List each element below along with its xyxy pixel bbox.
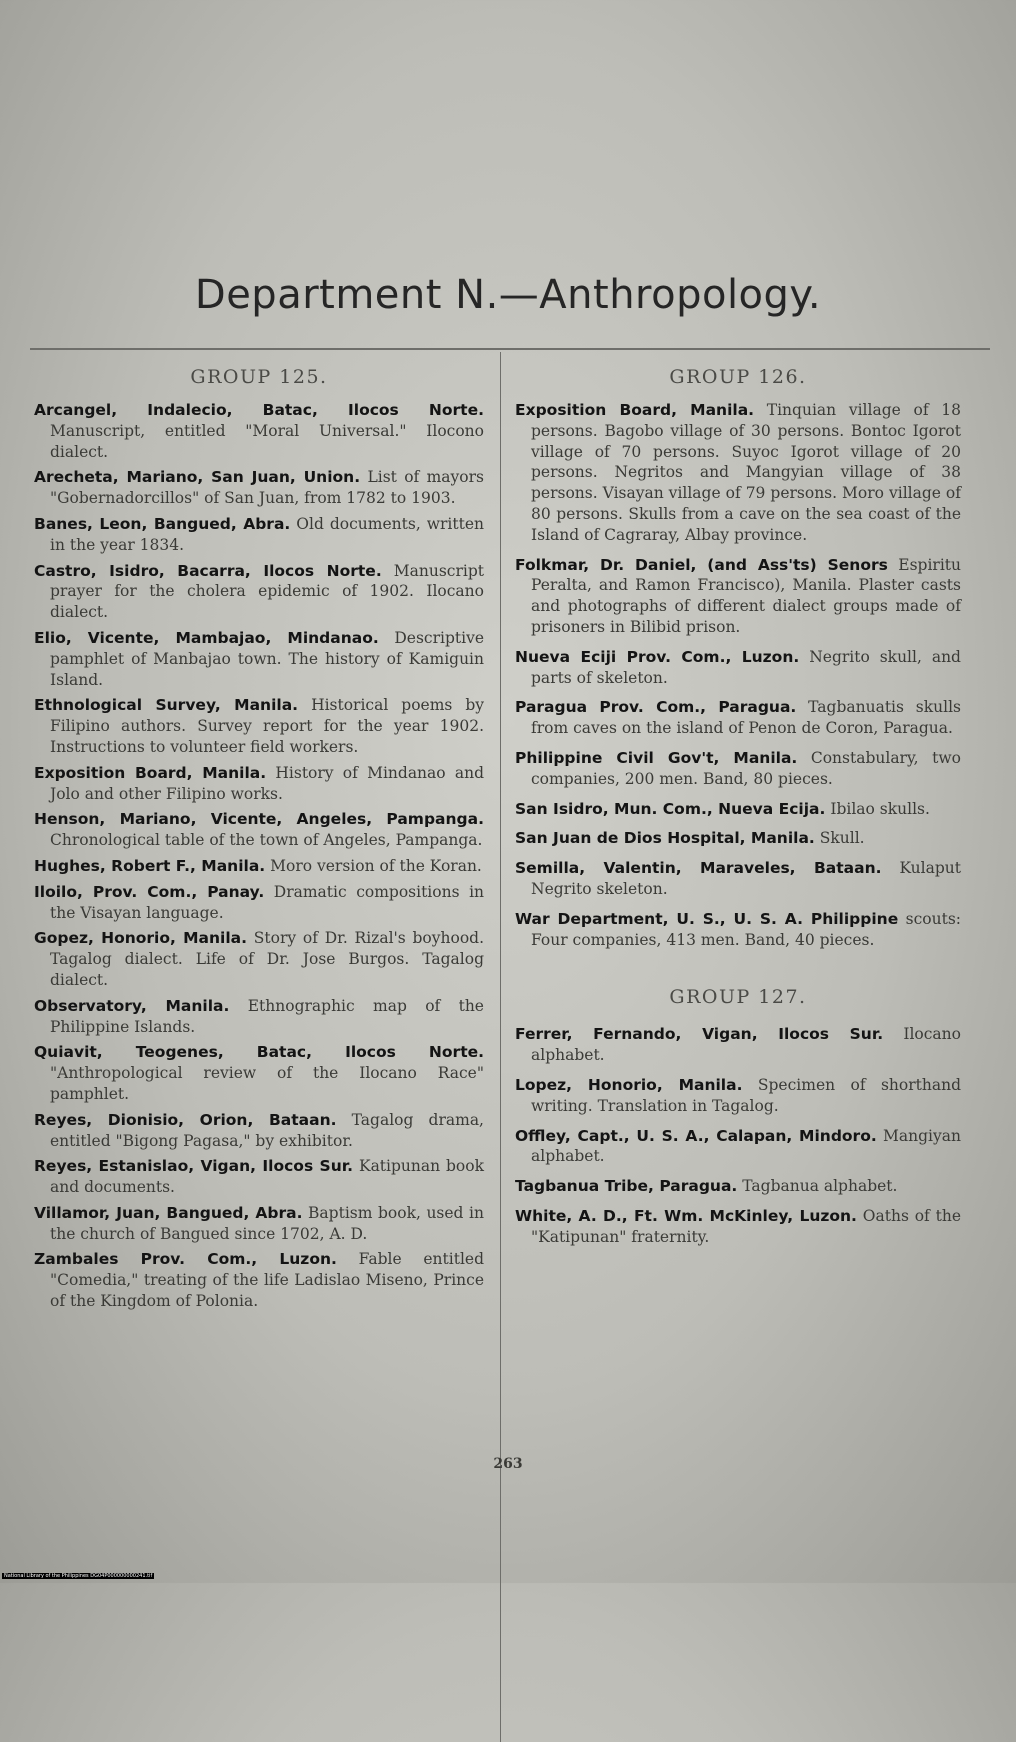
exhibit-description: Tinquian village of 18 persons. Bagobo village of 30 persons. Bontoc Igorot village of 70 persons. Suyoc Igorot village of 20 persons. Negritos and Mangyian village of 38 persons. Visayan village of 79 persons. Moro village of 80 persons. Skulls from a cave on the sea coast of the Island of Cagraray, Albay province. [531, 401, 961, 544]
exhibit-description: Descriptive pamphlet of Manbajao town. The history of Kamiguin Island. [50, 628, 484, 689]
exhibit-entry [515, 697, 961, 739]
exhibit-entry [515, 1176, 961, 1197]
exhibitor-name: Exposition Board, Manila. [34, 763, 267, 782]
left-column [34, 366, 484, 1317]
exhibit-entry [34, 882, 484, 924]
exhibit-entry [515, 909, 961, 951]
exhibit-entry [515, 748, 961, 790]
exhibitor-name: Henson, Mariano, Vicente, Angeles, Pampanga. [34, 810, 484, 829]
group-126-heading: GROUP 126. [669, 366, 807, 388]
page-number: 263 [493, 1456, 523, 1472]
exhibit-description: Oaths of the "Katipunan" fraternity. [531, 1206, 961, 1246]
exhibit-description: Tagbanua alphabet. [742, 1177, 898, 1196]
exhibitor-name: Zambales Prov. Com., Luzon. [34, 1250, 337, 1269]
exhibitor-name: Tagbanua Tribe, Paragua. [515, 1177, 738, 1196]
exhibit-entry [515, 1024, 961, 1066]
exhibit-entry [34, 1156, 484, 1198]
exhibit-description: Baptism book, used in the church of Bangued since 1702, A. D. [50, 1203, 484, 1243]
exhibit-entry [34, 628, 484, 690]
exhibitor-name: Elio, Vicente, Mambajao, Mindanao. [34, 628, 379, 647]
exhibit-entry [34, 467, 484, 509]
exhibitor-name: Semilla, Valentin, Maraveles, Bataan. [515, 859, 882, 878]
exhibit-entry [34, 514, 484, 556]
exhibit-entry [34, 809, 484, 851]
exhibit-description: Dramatic compositions in the Visayan language. [50, 882, 485, 922]
exhibitor-name: Arecheta, Mariano, San Juan, Union. [34, 468, 361, 487]
exhibit-description: Story of Dr. Rizal's boyhood. Tagalog dialect. Life of Dr. Jose Burgos. Tagalog dialect. [50, 929, 484, 989]
exhibitor-name: Villamor, Juan, Bangued, Abra. [34, 1203, 303, 1222]
exhibit-description: Chronological table of the town of Angeles, Pampanga. [50, 831, 483, 850]
exhibit-entry [34, 1042, 484, 1104]
exhibitor-name: Folkmar, Dr. Daniel, (and Ass'ts) Senors [515, 555, 888, 574]
exhibit-description: List of mayors "Gobernadorcillos" of San Juan, from 1782 to 1903. [50, 468, 485, 508]
exhibit-description: Manuscript prayer for the cholera epidemic of 1902. Ilocano dialect. [50, 561, 484, 622]
page-title: Department N.—Anthropology. [194, 272, 822, 318]
exhibitor-name: Ferrer, Fernando, Vigan, Ilocos Sur. [515, 1025, 884, 1044]
exhibit-description: Espiritu Peralta, and Ramon Francisco), Manila. Plaster casts and photographs of different dialect groups made of prisoners in Bilibid prison. [531, 555, 961, 636]
group-125-heading: GROUP 125. [190, 366, 328, 388]
exhibit-entry [34, 763, 484, 805]
exhibitor-name: War Department, U. S., U. S. A. Philippine [515, 909, 899, 928]
exhibit-entry [34, 928, 484, 990]
exhibit-description: Manuscript, entitled "Moral Universal." Ilocono dialect. [50, 421, 484, 461]
exhibit-description: "Anthropological review of the Ilocano Race" pamphlet. [50, 1064, 484, 1103]
exhibitor-name: Iloilo, Prov. Com., Panay. [34, 882, 265, 901]
exhibit-entry [34, 856, 484, 877]
exhibit-entry [34, 1249, 484, 1311]
exhibit-entry [515, 555, 961, 638]
exhibitor-name: San Isidro, Mun. Com., Nueva Ecija. [515, 799, 826, 818]
exhibit-entry [34, 561, 484, 623]
exhibit-description: Ethnographic map of the Philippine Islands. [50, 996, 484, 1036]
exhibit-entry [515, 647, 961, 689]
exhibit-description: Constabulary, two companies, 200 men. Band, 80 pieces. [531, 748, 961, 788]
exhibit-description: Tagalog drama, entitled "Bigong Pagasa," by exhibitor. [50, 1110, 484, 1150]
exhibit-entry [34, 1203, 484, 1245]
exhibit-description: scouts: Four companies, 413 men. Band, 40 pieces. [531, 909, 961, 949]
exhibitor-name: Paragua Prov. Com., Paragua. [515, 698, 797, 717]
exhibitor-name: Quiavit, Teogenes, Batac, Ilocos Norte. [34, 1043, 484, 1062]
exhibit-description: Ibilao skulls. [830, 799, 930, 818]
exhibitor-name: Observatory, Manila. [34, 996, 230, 1015]
exhibitor-name: Nueva Eciji Prov. Com., Luzon. [515, 647, 800, 666]
group-125-entries [34, 400, 484, 1312]
exhibitor-name: Hughes, Robert F., Manila. [34, 856, 266, 875]
exhibitor-name: Ethnological Survey, Manila. [34, 696, 299, 715]
exhibit-description: Skull. [819, 829, 865, 848]
exhibitor-name: Reyes, Estanislao, Vigan, Ilocos Sur. [34, 1157, 354, 1176]
exhibit-description: Mangiyan alphabet. [531, 1126, 961, 1166]
right-column [515, 366, 961, 1257]
exhibit-entry [515, 1075, 961, 1117]
exhibit-entry [34, 996, 484, 1038]
exhibitor-name: Castro, Isidro, Bacarra, Ilocos Norte. [34, 561, 382, 580]
exhibitor-name: Banes, Leon, Bangued, Abra. [34, 514, 291, 533]
exhibit-description: Tagbanuatis skulls from caves on the island of Penon de Coron, Paragua. [531, 698, 961, 738]
horizontal-rule [30, 348, 990, 350]
exhibit-entry [515, 799, 961, 820]
exhibitor-name: Offley, Capt., U. S. A., Calapan, Mindoro. [515, 1126, 877, 1145]
exhibit-entry [515, 858, 961, 900]
exhibit-description: Katipunan book and documents. [50, 1157, 484, 1197]
exhibit-description: Ilocano alphabet. [531, 1025, 961, 1065]
exhibitor-name: Gopez, Honorio, Manila. [34, 929, 248, 948]
exhibit-description: Fable entitled "Comedia," treating of the life Ladislao Miseno, Prince of the Kingdom of Polonia. [50, 1250, 484, 1311]
library-credit: National Library of the Philippines DG04P000000000241.tif [4, 1573, 153, 1579]
exhibit-entry [515, 1126, 961, 1168]
group-127-entries [515, 1024, 961, 1247]
group-126-entries [515, 400, 961, 950]
exhibit-description: Moro version of the Koran. [270, 856, 482, 875]
exhibit-entry [34, 695, 484, 757]
exhibit-entry [34, 400, 484, 462]
exhibit-entry [515, 828, 961, 849]
group-127-heading: GROUP 127. [669, 986, 807, 1009]
exhibit-description: History of Mindanao and Jolo and other Filipino works. [50, 763, 485, 803]
exhibit-entry [515, 1206, 961, 1248]
exhibit-description: Historical poems by Filipino authors. Survey report for the year 1902. Instructions to volunteer field workers. [50, 696, 484, 756]
exhibitor-name: Philippine Civil Gov't, Manila. [515, 748, 798, 767]
exhibitor-name: White, A. D., Ft. Wm. McKinley, Luzon. [515, 1206, 857, 1225]
exhibitor-name: Lopez, Honorio, Manila. [515, 1075, 743, 1094]
exhibit-entry [515, 400, 961, 546]
exhibit-description: Kulaput Negrito skeleton. [531, 859, 961, 898]
exhibit-description: Specimen of shorthand writing. Translation in Tagalog. [531, 1075, 961, 1115]
exhibit-description: Negrito skull, and parts of skeleton. [531, 647, 961, 687]
exhibit-entry [34, 1110, 484, 1152]
exhibit-description: Old documents, written in the year 1834. [50, 514, 484, 554]
column-divider [500, 352, 501, 1742]
exhibitor-name: Reyes, Dionisio, Orion, Bataan. [34, 1110, 337, 1129]
exhibitor-name: Arcangel, Indalecio, Batac, Ilocos Norte. [34, 401, 484, 419]
exhibitor-name: San Juan de Dios Hospital, Manila. [515, 829, 815, 848]
exhibitor-name: Exposition Board, Manila. [515, 401, 755, 419]
